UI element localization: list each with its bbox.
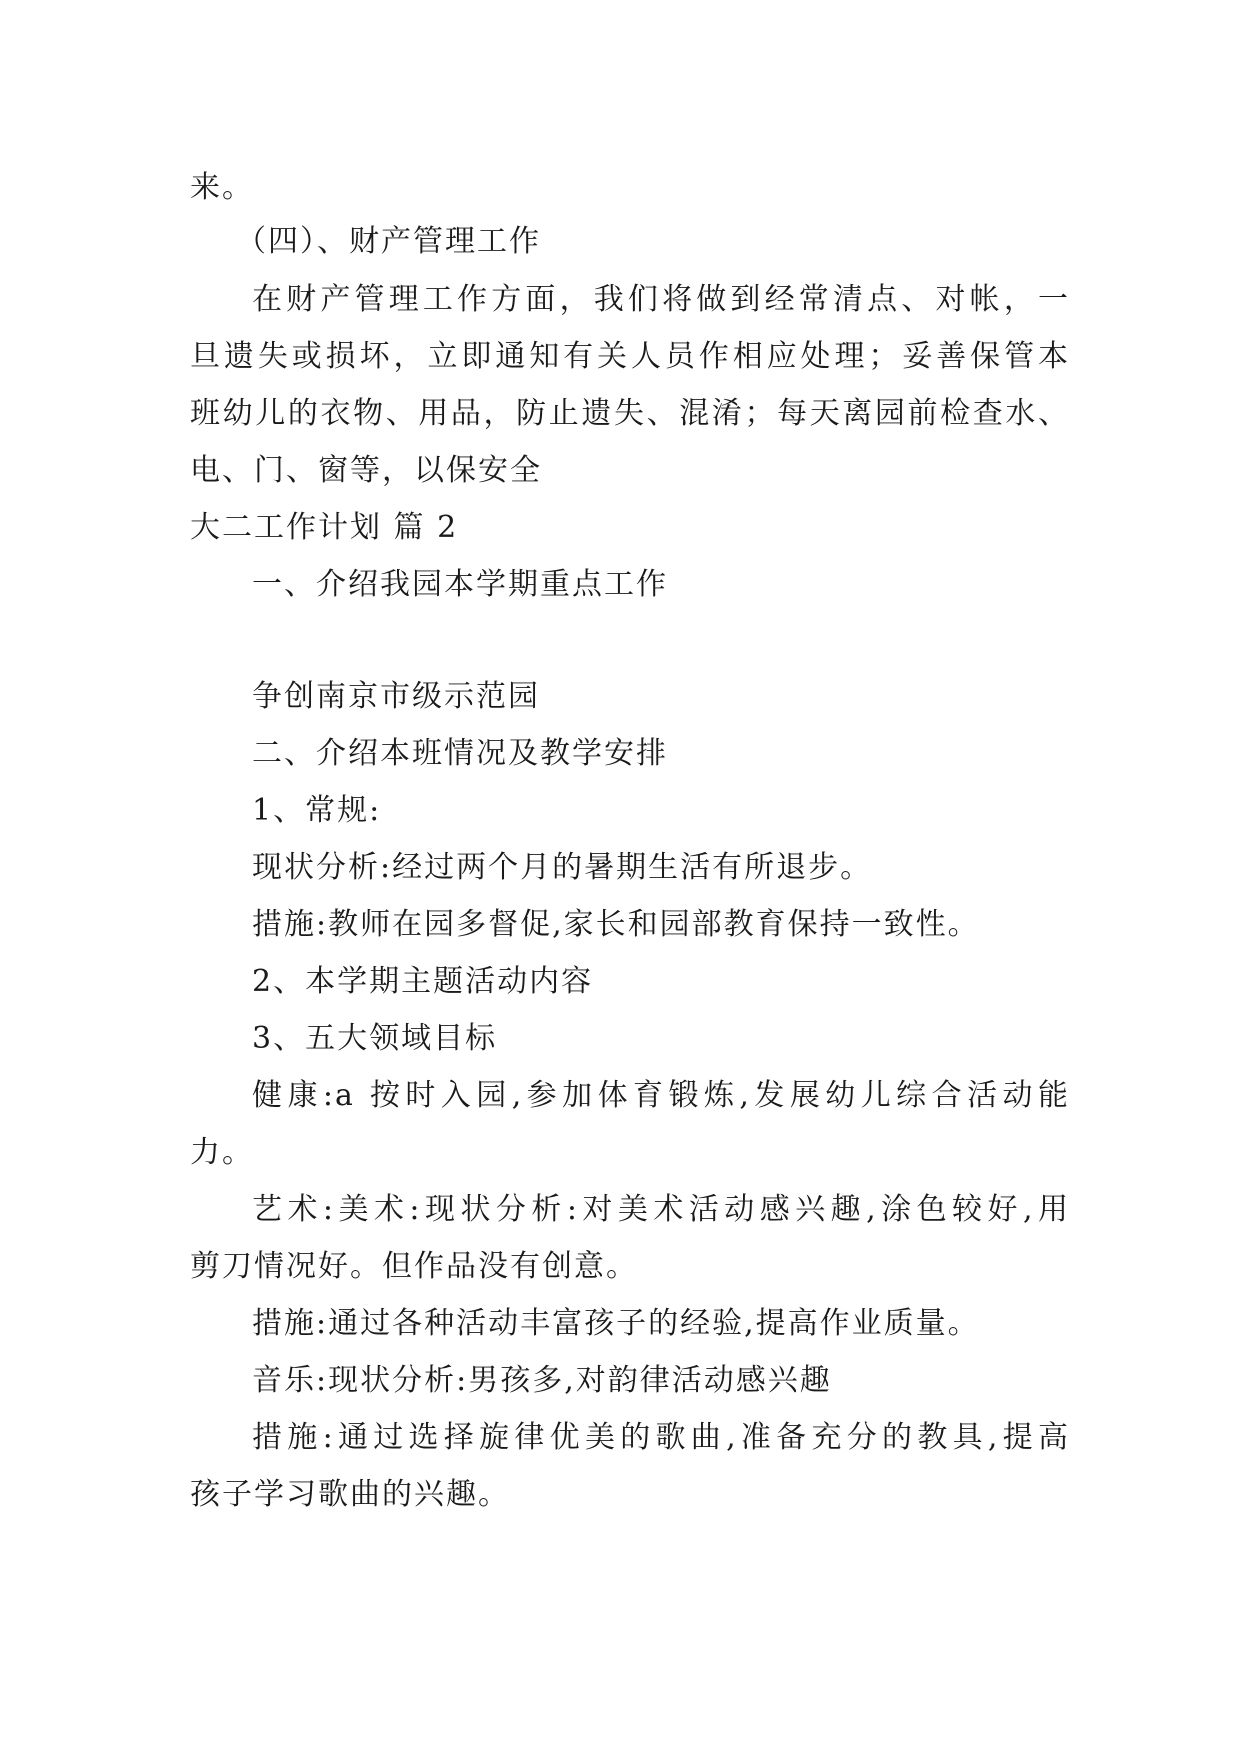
section-heading: 二、介绍本班情况及教学安排 [252,736,668,771]
text-line: 2、本学期主题活动内容 [252,964,594,999]
article-title: 大二工作计划 篇 2 [190,510,459,545]
section-heading: （四）、财产管理工作 [236,224,541,259]
paragraph-line: 措施:通过选择旋律优美的歌曲,准备充分的教具,提高 [252,1420,1070,1455]
paragraph-line: 旦遗失或损坏，立即通知有关人员作相应处理；妥善保管本 [190,339,1070,374]
paragraph-line: 在财产管理工作方面，我们将做到经常清点、对帐，一 [252,282,1070,317]
text-line: 3、五大领域目标 [252,1021,498,1056]
paragraph-line: 剪刀情况好。但作品没有创意。 [190,1249,638,1284]
text-line: 争创南京市级示范园 [252,679,540,714]
paragraph-line: 孩子学习歌曲的兴趣。 [190,1477,510,1512]
paragraph-line: 班幼儿的衣物、用品，防止遗失、混淆；每天离园前检查水、 [190,396,1070,431]
text-line: 措施:通过各种活动丰富孩子的经验,提高作业质量。 [252,1306,980,1341]
paragraph-line: 电、门、窗等，以保安全 [190,453,542,488]
paragraph-line: 艺术:美术:现状分析:对美术活动感兴趣,涂色较好,用 [252,1192,1070,1227]
text-line: 现状分析:经过两个月的暑期生活有所退步。 [252,850,873,885]
text-line: 措施:教师在园多督促,家长和园部教育保持一致性。 [252,907,980,942]
paragraph-line: 力。 [190,1135,254,1170]
text-line: 1、常规: [252,793,382,828]
paragraph-line: 健康:a 按时入园,参加体育锻炼,发展幼儿综合活动能 [252,1078,1070,1113]
section-heading: 一、介绍我园本学期重点工作 [252,567,668,602]
text-line: 来。 [190,170,254,205]
text-line: 音乐:现状分析:男孩多,对韵律活动感兴趣 [252,1363,832,1398]
